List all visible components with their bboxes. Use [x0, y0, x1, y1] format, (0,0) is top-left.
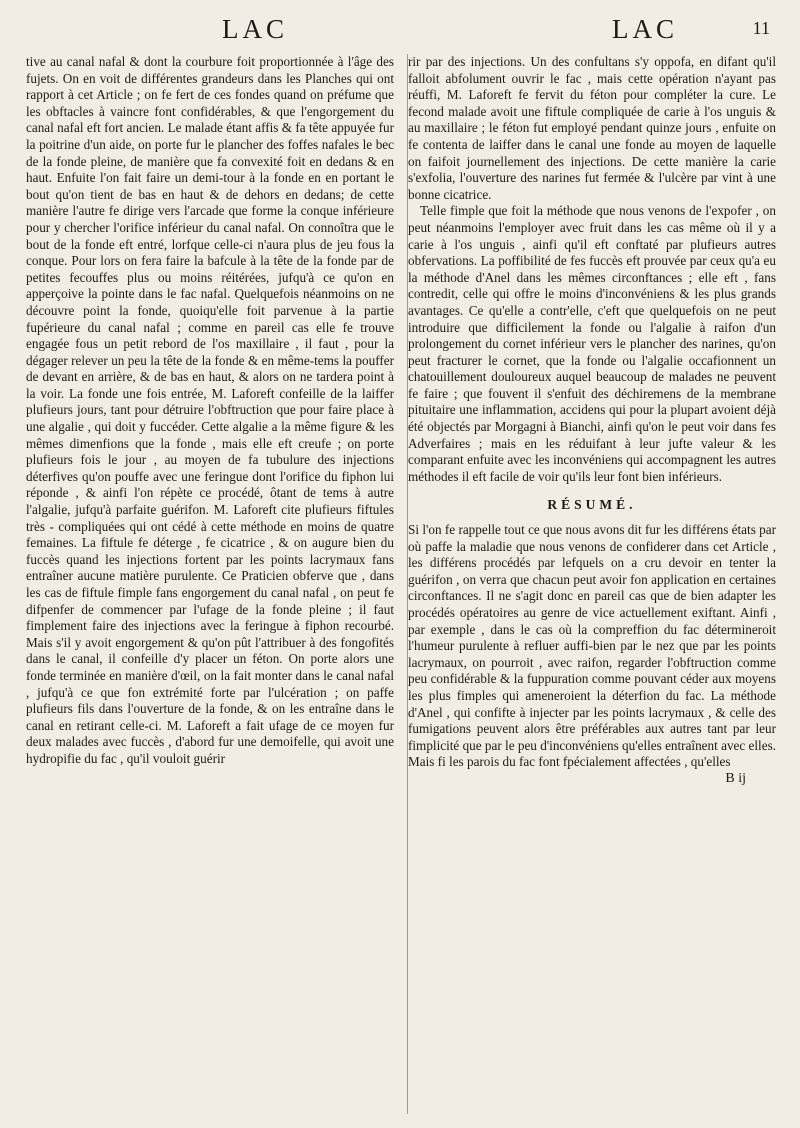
column-divider [407, 54, 408, 1114]
two-column-body [26, 54, 776, 788]
right-column [408, 54, 776, 788]
left-column [26, 54, 394, 788]
paragraph: tive au canal nafal & dont la courbure foit proportionnée à l'âge des fujets. On en voit de différentes grandeurs dans les Planches qui ont rapport à cet Article ; on fe fert de ces fondes quand on préfume que les obftacles à vaincre font confidérables, & que l'engorgement du canal nafal eft fort ancien. Le malade étant affis & fa tête appuyée fur la poitrine d'un aide, on porte fur le plancher des foffes nafales le bec de la fonde pleine, de manière que fa convexité foit en dedans & en haut. Enfuite l'on fait faire un demi-tour à la fonde en en portant le bout qu'on tient de bas en haut & de dehors en dedans; de cette manière l'autre fe dirige vers l'arcade que forme la conque inférieure pour y chercher l'orifice inférieur du canal nafal. On connoîtra que le bout de la fonde eft entré, lorfque celle-ci n'aura plus de jeu fous la conque. Pour lors on fera faire la bafcule à la tête de la fonde par de petites fecouffes plus ou moins réitérées, jufqu'à ce qu'on en apperçoive la pointe dans le fac nafal. Quelquefois néanmoins on ne découvre point la fonde, quoiqu'elle foit parvenue à la partie fupérieure du canal nafal ; comme en pareil cas elle fe trouve engagée fous un petit rebord de l'os maxillaire , il faut , pour la dégager relever un peu la tête de la fonde & en même-tems la pouffer de devant en arrière, & de bas en haut, & alors on ne tardera point à la voir. La fonde une fois entrée, M. Laforeft confeille de la laiffer plufieurs jours, tant pour détruire l'obftruction que pour faire place à une algalie , qui doit y fuccéder. Cette algalie a la même figure & les mêmes dimenfions que la fonde , mais elle eft creufe ; on porte plufieurs fois le jour , au moyen de fa tubulure des injections déterfives qu'on pouffe avec une feringue dont l'orifice du fiphon lui réponde , & ainfi l'on répète ce procédé, ôtant de tems à autre l'algalie, jufqu'à parfaite guérifon. M. Laforeft cite plufieurs fiftules très - compliquées qui ont cédé à cette méthode en moins de quatre femaines. La fiftule fe déterge , fe cicatrice , & on augure bien du fuccès quand les injections fortent par les points lacrymaux fans entraîner aucune matière purulente. Ce Praticien obferve que , dans les cas de fiftule fimple fans engorgement du canal nafal , on peut fe difpenfer de commencer par l'ufage de la fonde pleine ; il faut fimplement faire des injections avec la feringue à fiphon recourbé. Mais s'il y avoit engorgement & qu'on pût l'attribuer à des fongofités dans le canal, il confeille d'y placer un féton. On porte alors une fonde terminée en manière d'œil, on la fait monter dans le canal nafal , jufqu'à ce que fon extrémité forte par l'ulcération ; on paffe plufieurs fils dans l'ouverture de la fonde, & on les entraîne dans le canal en retirant celle-ci. M. Laforeft a fait ufage de ce moyen fur deux malades avec fuccès , d'abord fur une demoifelle, qui avoit une hydropifie du fac , qu'il vouloit guérir [26, 54, 394, 766]
paragraph: rir par des injections. Un des confultans s'y oppofa, en difant qu'il falloit abfolument ouvrir le fac , mais cette opération n'ayant pas réuffi, M. Laforeft fe fervit du féton pour compléter la cure. Le fecond malade avoit une fiftule compliquée de carie à l'os unguis & au maxillaire ; le féton fut employé pendant quinze jours , enfuite on fe contenta de laiffer dans le canal une fonde au moyen de laquelle on faifoit journellement des injections. De cette manière la carie s'exfolia, l'ouverture des narines fut fermée & l'ulcère par vint à une bonne cicatrice. [408, 54, 776, 202]
header-right: LAC [612, 14, 678, 44]
page-number: 11 [752, 18, 770, 38]
paragraph: Telle fimple que foit la méthode que nous venons de l'expofer , on peut néanmoins l'employer avec fruit dans les cas même où il y a carie à l'os unguis , ainfi qu'il eft conftaté par plufieurs autres obfervations. La poffibilité de fes fuccès eft prouvée par ceux qu'a eu la méthode d'Anel dans les mêmes circonftances ; elle eft , fans contredit, celle qui offre le moins d'inconvéniens & les plus grands avantages. Ce qu'elle a contr'elle, c'eft que quelquefois on ne peut introduire que difficilement la fonde ou l'algalie à raifon d'un prolongement du cornet inférieur vers le plancher des narines, qu'on peut fracturer le cornet, que la fonde ou l'algalie occafionnent un chatouillement douloureux auquel beaucoup de malades ne peuvent fe faire ; que fouvent il s'enfuit des déchiremens de la membrane pituitaire une inflammation, accidens qui pour la plupart avoient déjà été objectés par Morgagni à Bianchi, ainfi qu'on le peut voir dans fes Adverfaires ; mais en les réduifant à leur jufte valeur & les comparant enfuite avec les inconvéniens qui accompagnent les autres méthodes il eft facile de voir qu'ils leur font bien inférieurs. [408, 203, 776, 484]
paragraph: Si l'on fe rappelle tout ce que nous avons dit fur les différens états par où paffe la maladie que nous venons de confiderer dans cet Article , les différens procédés par lefquels on a cru devoir en tenter la guérifon , on verra que chacun peut avoir fon application en certaines circonftances. Il ne s'agit donc en pareil cas que de bien adapter les procédés opératoires au genre de vice actuellement exiftant. Ainfi , par exemple , dans le cas où la compreffion du fac détermineroit l'humeur purulente à refluer auffi-bien par le nez que par les points lacrymaux, on pourroit , avec raifon, regarder l'obftruction comme peu confidérable & la fuppuration comme pouvant céder aux moyens les plus fimples qui ameneroient la déterfion du fac. La méthode d'Anel , qui confifte à injecter par les points lacrymaux , & celle des fumigations peuvent alors être préférables aux autres tant par leur fimplicité que par le peu d'inconvéniens qu'elles entraînent avec elles. Mais fi les parois du fac font fpécialement affectées , qu'elles [408, 522, 777, 770]
header-left: LAC [222, 14, 288, 44]
signature-mark: B ij [725, 770, 746, 786]
running-header [26, 14, 776, 54]
section-heading: RÉSUMÉ. [547, 497, 637, 513]
